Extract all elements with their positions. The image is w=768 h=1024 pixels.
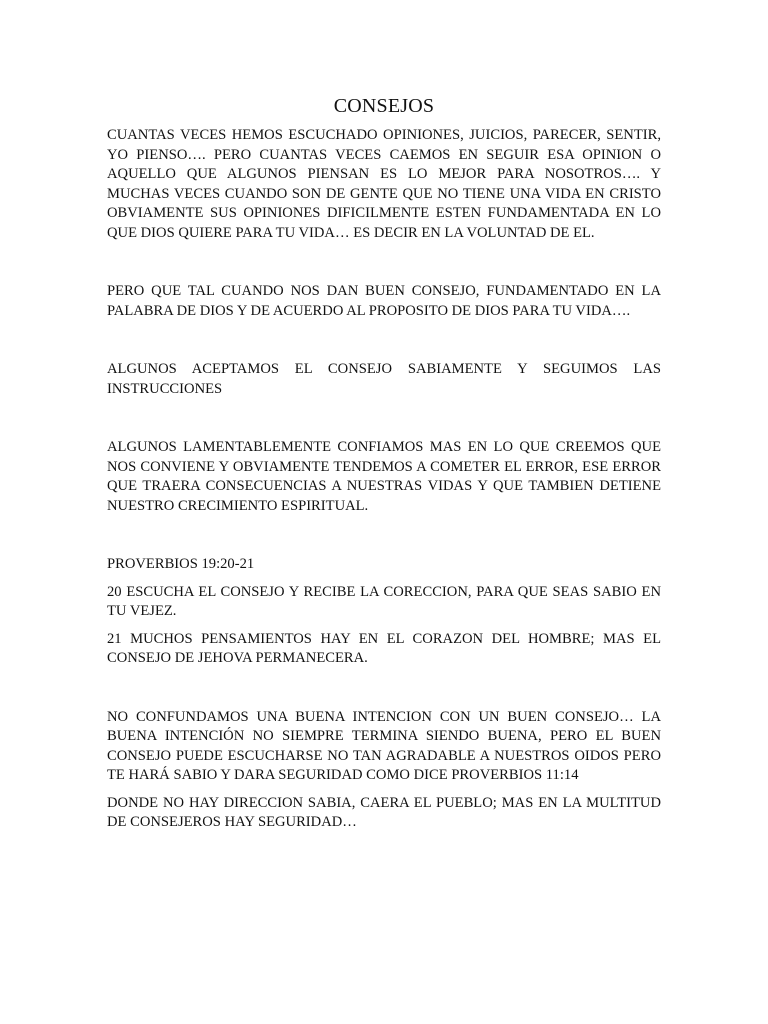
verse-20: 20 ESCUCHA EL CONSEJO Y RECIBE LA CORECCION, PARA QUE SEAS SABIO EN TU VEJEZ. [107, 583, 661, 619]
paragraph-spacer [107, 516, 661, 555]
document-page [107, 92, 661, 833]
paragraph-opiniones: CUANTAS VECES HEMOS ESCUCHADO OPINIONES, JUICIOS, PARECER, SENTIR, YO PIENSO…. PERO CUANTAS VECES CAEMOS EN SEGUIR ESA OPINION O AQUELLO QUE ALGUNOS PIENSAN ES LO MEJOR PARA NOSOTROS…. Y MUCHAS VECES CUANDO SON DE GENTE QUE NO TIENE UNA VIDA EN CRISTO OBVIAMENTE SUS OPINIONES DIFICILMENTE ESTEN FUNDAMENTADA EN LO QUE DIOS QUIERE PARA TU VIDA… ES DECIR EN LA VOLUNTAD DE EL. [107, 127, 661, 241]
paragraph-buen-consejo: PERO QUE TAL CUANDO NOS DAN BUEN CONSEJO, FUNDAMENTADO EN LA PALABRA DE DIOS Y DE ACUERDO AL PROPOSITO DE DIOS PARA TU VIDA…. [107, 283, 661, 319]
document-title: CONSEJOS [333, 95, 435, 117]
paragraph-spacer [107, 622, 661, 630]
scripture-reference: PROVERBIOS 19:20-21 [107, 556, 255, 572]
paragraph-buena-intencion: NO CONFUNDAMOS UNA BUENA INTENCION CON UN BUEN CONSEJO… LA BUENA INTENCIÓN NO SIEMPRE TERMINA SIENDO BUENA, PERO EL BUEN CONSEJO PUEDE ESCUCHARSE NO TAN AGRADABLE A NUESTROS OIDOS PERO TE HARÁ SABIO Y DARA SEGURIDAD COMO DICE PROVERBIOS 11:14 [107, 708, 661, 783]
paragraph-spacer [107, 575, 661, 583]
paragraph-direccion-sabia: DONDE NO HAY DIRECCION SABIA, CAERA EL PUEBLO; MAS EN LA MULTITUD DE CONSEJEROS HAY SEGURIDAD… [107, 794, 661, 830]
paragraph-lamentablemente: ALGUNOS LAMENTABLEMENTE CONFIAMOS MAS EN LO QUE CREEMOS QUE NOS CONVIENE Y OBVIAMENTE TENDEMOS A COMETER EL ERROR, ESE ERROR QUE TRAERA CONSECUENCIAS A NUESTRAS VIDAS Y QUE TAMBIEN DETIENE NUESTRO CRECIMIENTO ESPIRITUAL. [107, 439, 661, 514]
paragraph-spacer [107, 321, 661, 360]
paragraph-spacer [107, 669, 661, 708]
paragraph-spacer [107, 243, 661, 282]
verse-21: 21 MUCHOS PENSAMIENTOS HAY EN EL CORAZON DEL HOMBRE; MAS EL CONSEJO DE JEHOVA PERMANECERA. [107, 630, 661, 666]
paragraph-spacer [107, 786, 661, 794]
paragraph-spacer [107, 399, 661, 438]
paragraph-aceptamos: ALGUNOS ACEPTAMOS EL CONSEJO SABIAMENTE Y SEGUIMOS LAS INSTRUCCIONES [107, 361, 661, 397]
